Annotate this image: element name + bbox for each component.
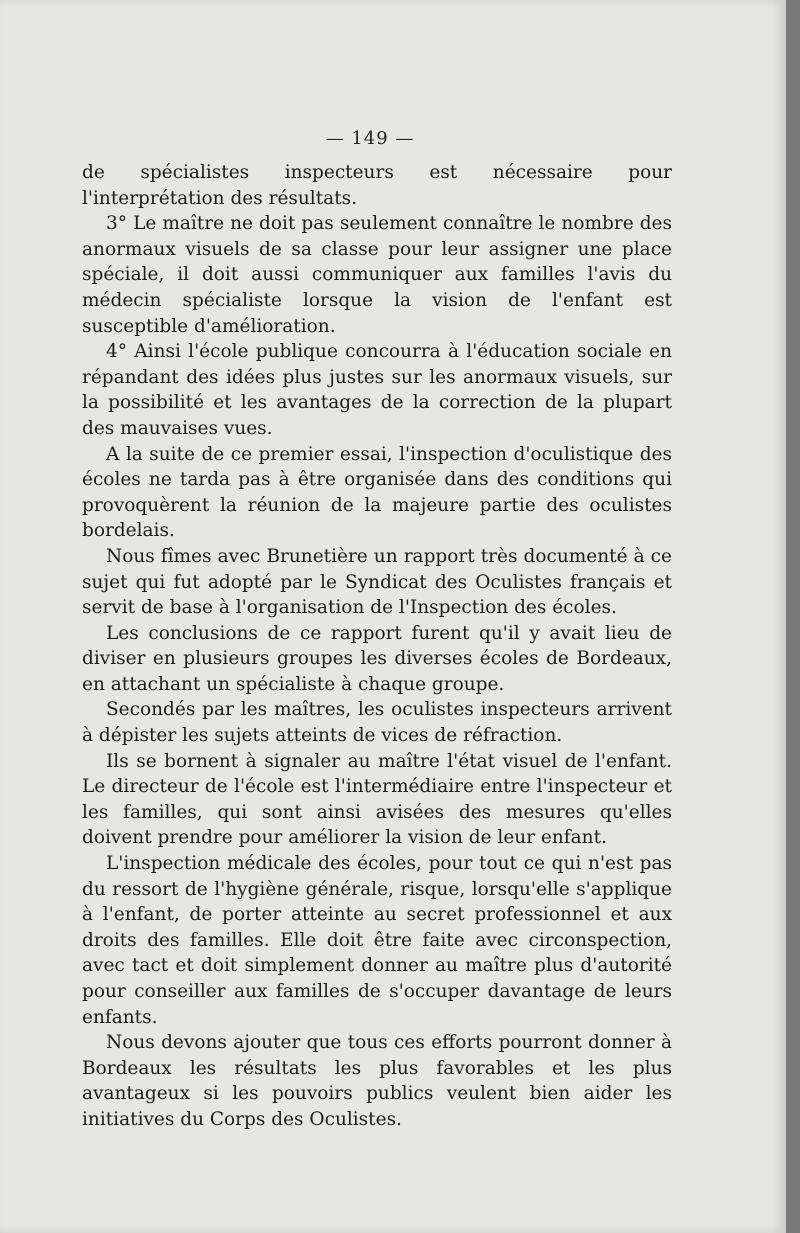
paragraph-continuation: de spécialistes inspecteurs est nécessaire pour l'interprétation des résultats. (82, 162, 672, 209)
page-number: — 149 — (325, 128, 415, 149)
paragraph: Les conclusions de ce rapport furent qu'il y avait lieu de diviser en plusieurs groupes les diverses écoles de Bordeaux, en attachant un spécialiste à chaque groupe. (82, 622, 672, 695)
paragraph: A la suite de ce premier essai, l'inspection d'oculistique des écoles ne tarda pas à être organisée dans des conditions qui provoquèrent la réunion de la majeure partie des oculistes bordelais. (82, 443, 672, 542)
paragraph: Nous fîmes avec Brunetière un rapport très documenté à ce sujet qui fut adopté par le Syndicat des Oculistes français et servit de base à l'organisation de l'Inspection des écoles. (82, 545, 672, 619)
paragraph: Secondés par les maîtres, les oculistes inspecteurs arrivent à dépister les sujets atteints de vices de réfraction. (82, 699, 672, 747)
body-text (82, 160, 672, 1133)
paragraph: Ils se bornent à signaler au maître l'état visuel de l'enfant. Le directeur de l'école est l'intermédiaire entre l'inspecteur et les familles, qui sont ainsi avisées des mesures qu'elles doivent prendre pour améliorer la vision de leur enfant. (82, 750, 672, 849)
paragraph-point-4: 4° Ainsi l'école publique concourra à l'éducation sociale en répandant des idées plus justes sur les anormaux visuels, sur la possibilité et les avantages de la correction de la plupart des mauvaises vues. (82, 341, 672, 439)
paragraph: L'inspection médicale des écoles, pour tout ce qui n'est pas du ressort de l'hygiène générale, risque, lorsqu'elle s'applique à l'enfant, de porter atteinte au secret professionnel et aux droits des familles. Elle doit être faite avec circonspection, avec tact et doit simplement donner au maître plus d'autorité pour conseiller aux familles de s'occuper davantage de leurs enfants. (82, 853, 672, 1028)
paragraph-point-3: 3° Le maître ne doit pas seulement connaître le nombre des anormaux visuels de sa classe pour leur assigner une place spéciale, il doit aussi communiquer aux familles l'avis du médecin spécialiste lorsque la vision de l'enfant est susceptible d'amélioration. (82, 213, 672, 337)
paragraph: Nous devons ajouter que tous ces efforts pourront donner à Bordeaux les résultats les plus favorables et les plus avantageux si les pouvoirs publics veulent bien aider les initiatives du Corps des Oculistes. (82, 1032, 672, 1130)
